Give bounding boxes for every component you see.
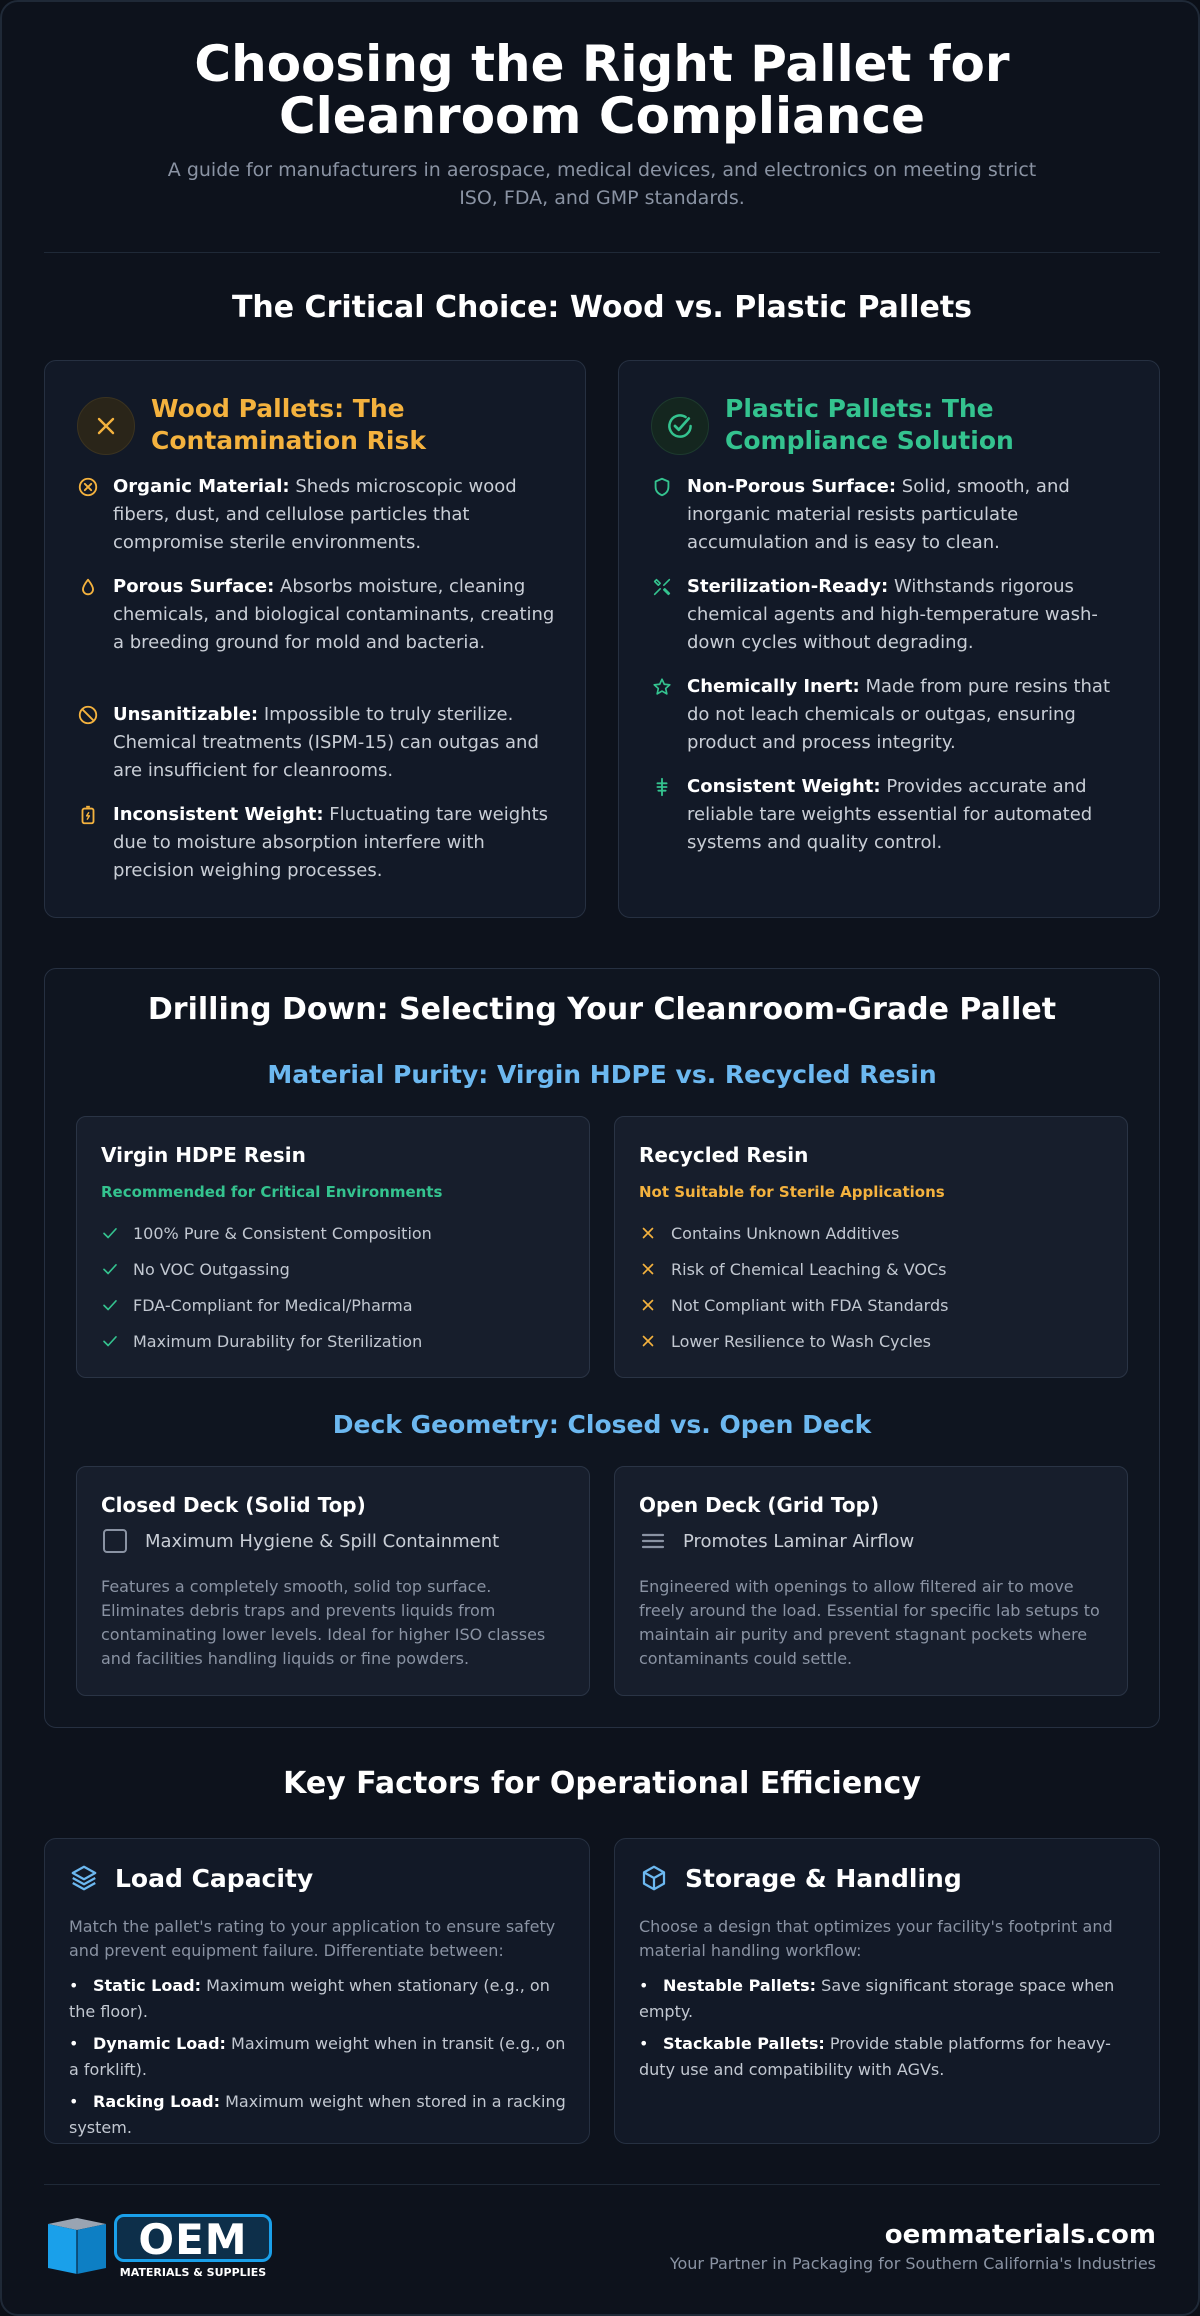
material-purity-title: Material Purity: Virgin HDPE vs. Recycled Resin	[267, 1060, 937, 1089]
footer-website[interactable]: oemmaterials.com	[884, 2220, 1156, 2250]
virgin-hdpe-card	[76, 1116, 590, 1378]
list-item-text: Maximum weight when in transit (e.g., on a forklift).	[69, 2034, 566, 2079]
check-icon	[101, 1224, 119, 1242]
feature-label: Non-Porous Surface:	[687, 476, 897, 497]
storage-handling-heading	[639, 1863, 962, 1893]
list-item: • Stackable Pallets: Provide stable platforms for heavy-duty use and compatibility with AGVs.	[639, 2034, 1111, 2079]
plastic-pallets-card	[618, 360, 1160, 918]
closed-deck-card	[76, 1466, 590, 1696]
open-deck-title: Open Deck (Grid Top)	[639, 1493, 880, 1517]
comparison-title: The Critical Choice: Wood vs. Plastic Pallets	[231, 290, 973, 325]
star-icon	[651, 676, 673, 698]
recycled-tag: Not Suitable for Sterile Applications	[639, 1183, 945, 1201]
list-item	[639, 1323, 1109, 1359]
page-subtitle: A guide for manufacturers in aerospace, medical devices, and electronics on meeting strict ISO, FDA, and GMP standards.	[167, 159, 1037, 209]
x-icon	[639, 1224, 657, 1242]
load-capacity-heading	[69, 1863, 313, 1893]
list-item-label: Stackable Pallets:	[663, 2034, 825, 2053]
list-item-text: Contains Unknown Additives	[671, 1223, 900, 1243]
logo-badge	[114, 2214, 272, 2262]
load-capacity-card	[44, 1838, 590, 2144]
list-item	[639, 1287, 1109, 1323]
storage-handling-card	[614, 1838, 1160, 2144]
x-circle-icon	[77, 476, 99, 498]
load-capacity-list	[69, 1973, 573, 2147]
load-capacity-title: Load Capacity	[115, 1863, 314, 1893]
feature-label: Chemically Inert:	[687, 676, 860, 697]
check-icon	[101, 1296, 119, 1314]
wood-feature-unsanitizable	[77, 701, 557, 785]
list-item-label: Dynamic Load:	[93, 2034, 226, 2053]
list-item-text: Save significant storage space when empty.	[639, 1976, 1115, 2021]
scale-icon	[651, 776, 673, 798]
plastic-card-title: Plastic Pallets: The Compliance Solution	[725, 394, 1014, 455]
virgin-title: Virgin HDPE Resin	[101, 1143, 306, 1167]
load-capacity-description: Match the pallet's rating to your application to ensure safety and prevent equipment failure. Differentiate between:	[69, 1917, 556, 1960]
check-icon	[101, 1332, 119, 1350]
feature-label: Organic Material:	[113, 476, 290, 497]
check-circle-icon	[651, 397, 709, 455]
drilling-title: Drilling Down: Selecting Your Cleanroom-Grade Pallet	[147, 992, 1057, 1027]
closed-deck-title: Closed Deck (Solid Top)	[101, 1493, 366, 1517]
feature-label: Porous Surface:	[113, 576, 275, 597]
closed-deck-feature-text: Maximum Hygiene & Spill Containment	[145, 1530, 500, 1552]
page-title: Choosing the Right Pallet for Cleanroom Compliance	[194, 35, 1010, 145]
feature-text: Fluctuating tare weights due to moisture absorption interfere with precision weighing processes.	[113, 804, 549, 881]
footer-tagline: Your Partner in Packaging for Southern California's Industries	[669, 2254, 1156, 2273]
deck-geometry-title: Deck Geometry: Closed vs. Open Deck	[332, 1410, 872, 1439]
plastic-feature-inert	[651, 673, 1131, 757]
key-factors-title: Key Factors for Operational Efficiency	[283, 1766, 921, 1801]
oem-logo[interactable]	[44, 2214, 284, 2280]
recycled-title: Recycled Resin	[639, 1143, 809, 1167]
x-icon	[639, 1296, 657, 1314]
list-item-text: Maximum weight when stationary (e.g., on the floor).	[69, 1976, 550, 2021]
wood-feature-weight	[77, 801, 557, 885]
list-item: • Static Load: Maximum weight when stationary (e.g., on the floor).	[69, 1976, 550, 2021]
feature-label: Consistent Weight:	[687, 776, 881, 797]
closed-deck-description: Features a completely smooth, solid top surface. Eliminates debris traps and prevents liquids from contaminating lower levels. Ideal for higher ISO classes and facilities handling liquids or fine powders.	[101, 1577, 546, 1668]
layers-icon	[69, 1863, 99, 1893]
list-item-text: Provide stable platforms for heavy-duty use and compatibility with AGVs.	[639, 2034, 1111, 2079]
check-icon	[101, 1260, 119, 1278]
storage-handling-list	[639, 1973, 1143, 2089]
list-item-text: Risk of Chemical Leaching & VOCs	[671, 1259, 947, 1279]
list-item-text: Not Compliant with FDA Standards	[671, 1295, 949, 1315]
wood-pallets-card	[44, 360, 586, 918]
list-item: • Racking Load: Maximum weight when stored in a racking system.	[69, 2092, 566, 2137]
logo-text: OEM	[138, 2215, 248, 2264]
feature-text: Withstands rigorous chemical agents and high-temperature wash-down cycles without degrading.	[687, 576, 1098, 653]
wood-card-title: Wood Pallets: The Contamination Risk	[151, 394, 426, 455]
feature-text: Absorbs moisture, cleaning chemicals, and biological contaminants, creating a breeding ground for mold and bacteria.	[113, 576, 555, 653]
box-icon	[639, 1863, 669, 1893]
ban-icon	[77, 704, 99, 726]
open-deck-feature	[639, 1527, 914, 1555]
open-deck-card	[614, 1466, 1128, 1696]
grid-lines-icon	[639, 1527, 667, 1555]
list-item-text: FDA-Compliant for Medical/Pharma	[133, 1295, 413, 1315]
square-icon	[101, 1527, 129, 1555]
virgin-list	[101, 1215, 571, 1359]
storage-handling-title: Storage & Handling	[685, 1863, 962, 1893]
wood-feature-porous	[77, 573, 557, 657]
closed-deck-feature	[101, 1527, 499, 1555]
feature-label: Inconsistent Weight:	[113, 804, 324, 825]
list-item-label: Racking Load:	[93, 2092, 220, 2111]
recycled-resin-card	[614, 1116, 1128, 1378]
logo-subtext: MATERIALS & SUPPLIES	[119, 2266, 267, 2279]
virgin-tag: Recommended for Critical Environments	[101, 1183, 443, 1201]
list-item-text: Maximum Durability for Sterilization	[133, 1331, 423, 1351]
list-item: • Dynamic Load: Maximum weight when in transit (e.g., on a forklift).	[69, 2034, 566, 2079]
list-item	[639, 1215, 1109, 1251]
plastic-feature-sterilization	[651, 573, 1131, 657]
feature-text: Provides accurate and reliable tare weights essential for automated systems and quality control.	[687, 776, 1093, 853]
recycled-list	[639, 1215, 1109, 1359]
battery-icon	[77, 804, 99, 826]
book-box-icon	[44, 2214, 110, 2278]
x-icon	[639, 1332, 657, 1350]
droplet-icon	[77, 576, 99, 598]
list-item-text: Maximum weight when stored in a racking system.	[69, 2092, 566, 2137]
header-divider	[44, 252, 1160, 253]
feature-text: Made from pure resins that do not leach chemicals or outgas, ensuring product and process integrity.	[687, 676, 1110, 753]
feature-text: Impossible to truly sterilize. Chemical treatments (ISPM-15) can outgas and are insufficient for cleanrooms.	[113, 704, 539, 781]
feature-label: Unsanitizable:	[113, 704, 259, 725]
feature-label: Sterilization-Ready:	[687, 576, 889, 597]
wood-feature-organic	[77, 473, 557, 557]
plastic-feature-nonporous	[651, 473, 1131, 557]
list-item	[101, 1323, 571, 1359]
list-item-text: Lower Resilience to Wash Cycles	[671, 1331, 932, 1351]
shield-icon	[651, 476, 673, 498]
plastic-feature-weight	[651, 773, 1131, 857]
tools-icon	[651, 576, 673, 598]
list-item	[639, 1251, 1109, 1287]
list-item-text: No VOC Outgassing	[133, 1259, 290, 1279]
list-item	[101, 1215, 571, 1251]
feature-text: Solid, smooth, and inorganic material resists particulate accumulation and is easy to clean.	[687, 476, 1070, 553]
feature-text: Sheds microscopic wood fibers, dust, and cellulose particles that compromise sterile environments.	[113, 476, 517, 553]
storage-handling-description: Choose a design that optimizes your facility's footprint and material handling workflow:	[639, 1917, 1113, 1960]
list-item: • Nestable Pallets: Save significant storage space when empty.	[639, 1976, 1115, 2021]
x-icon	[639, 1260, 657, 1278]
footer-divider	[44, 2184, 1160, 2185]
list-item-label: Static Load:	[93, 1976, 201, 1995]
list-item-text: 100% Pure & Consistent Composition	[133, 1223, 432, 1243]
list-item-label: Nestable Pallets:	[663, 1976, 817, 1995]
x-icon	[77, 397, 135, 455]
list-item	[101, 1251, 571, 1287]
list-item	[101, 1287, 571, 1323]
open-deck-description: Engineered with openings to allow filtered air to move freely around the load. Essential for specific lab setups to maintain air purity and prevent stagnant pockets where contaminants could settle.	[639, 1577, 1100, 1668]
open-deck-feature-text: Promotes Laminar Airflow	[683, 1530, 915, 1552]
